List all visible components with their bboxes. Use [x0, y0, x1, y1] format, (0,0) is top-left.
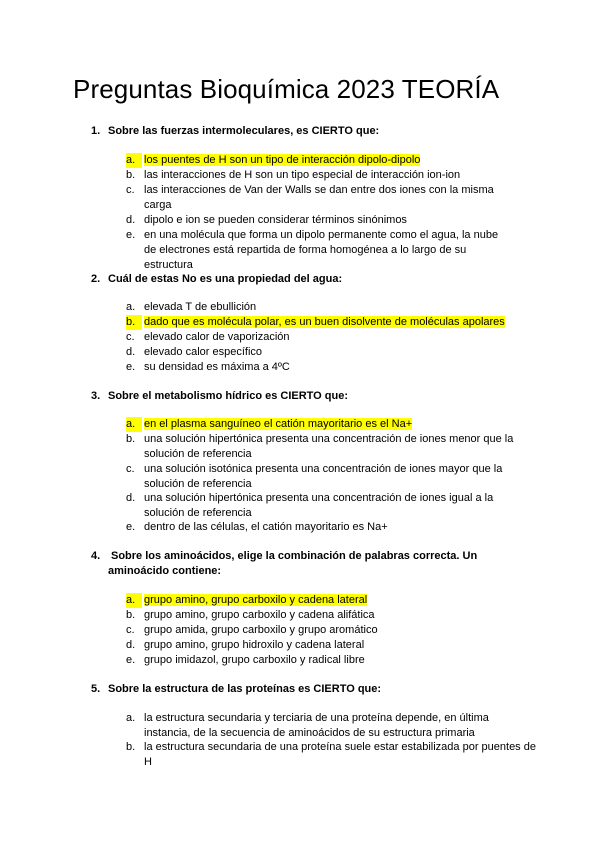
question-4-option-a: [126, 593, 367, 608]
question-2-option-a: [126, 300, 516, 315]
option-letter: a.: [126, 153, 142, 168]
question-5-option-a: [126, 711, 516, 741]
option-letter: c.: [126, 184, 135, 196]
question-5-option-b: [126, 740, 539, 770]
option-text: una solución hipertónica presenta una concentración de iones menor que la solución de referencia: [144, 433, 514, 460]
option-text: grupo amino, grupo carboxilo y cadena alifática: [144, 609, 375, 621]
option-letter: b.: [126, 169, 136, 181]
option-text: elevado calor específico: [144, 346, 263, 358]
question-1-option-d: [126, 213, 516, 228]
option-text: una solución hipertónica presenta una concentración de iones igual a la solución de referencia: [144, 492, 494, 519]
question-3-heading: [91, 389, 511, 404]
question-3-option-a: [126, 417, 412, 432]
option-text: la estructura secundaria de una proteína suele estar estabilizada por puentes de H: [144, 741, 536, 768]
option-letter: d.: [126, 346, 136, 358]
option-text-highlighted: dado que es molécula polar, es un buen disolvente de moléculas apolares: [144, 316, 505, 328]
question-3-option-d: [126, 491, 516, 521]
option-letter: b.: [126, 315, 142, 330]
question-number: 3.: [91, 390, 101, 402]
option-text: elevada T de ebullición: [144, 301, 257, 313]
option-letter: c.: [126, 331, 135, 343]
option-text: la estructura secundaria y terciaria de una proteína depende, en última instancia, de la secuencia de aminoácidos de su estructura primaria: [144, 712, 489, 739]
option-text: en una molécula que forma un dipolo permanente como el agua, la nube de electrones está repartida de forma homogénea a lo largo de su estructura: [144, 229, 499, 271]
option-letter: c.: [126, 624, 135, 636]
question-number: 5.: [91, 683, 101, 695]
question-4-option-d: [126, 638, 516, 653]
option-letter: c.: [126, 463, 135, 475]
option-letter: e.: [126, 229, 136, 241]
question-2-heading: [91, 272, 511, 287]
question-1-option-a: [126, 153, 420, 168]
question-number: 4.: [91, 550, 101, 562]
question-4-option-e: [126, 653, 516, 668]
option-text: grupo imidazol, grupo carboxilo y radical libre: [144, 654, 365, 666]
option-text: las interacciones de H son un tipo especial de interacción ion-ion: [144, 169, 461, 181]
option-text: las interacciones de Van der Walls se dan entre dos iones con la misma carga: [144, 184, 494, 211]
option-letter: a.: [126, 301, 136, 313]
option-letter: a.: [126, 712, 136, 724]
option-text-highlighted: grupo amino, grupo carboxilo y cadena lateral: [144, 594, 368, 606]
option-text: su densidad es máxima a 4ºC: [144, 361, 290, 373]
page-title: Preguntas Bioquímica 2023 TEORÍA: [73, 74, 500, 104]
question-2-option-d: [126, 345, 516, 360]
question-4-option-b: [126, 608, 516, 623]
question-5-heading: [91, 682, 511, 697]
option-letter: e.: [126, 361, 136, 373]
option-letter: a.: [126, 593, 142, 608]
option-letter: d.: [126, 492, 136, 504]
option-letter: b.: [126, 433, 136, 445]
option-text: grupo amino, grupo hidroxilo y cadena lateral: [144, 639, 365, 651]
question-text: Cuál de estas No es una propiedad del agua:: [108, 273, 343, 285]
question-number: 1.: [91, 125, 101, 137]
option-letter: e.: [126, 521, 136, 533]
option-text: una solución isotónica presenta una concentración de iones mayor que la solución de referencia: [144, 463, 503, 490]
question-3-option-b: [126, 432, 524, 462]
question-text: Sobre los aminoácidos, elige la combinación de palabras correcta. Un: [111, 550, 478, 562]
question-text: Sobre las fuerzas intermoleculares, es CIERTO que:: [108, 125, 380, 137]
option-letter: b.: [126, 741, 136, 753]
question-text: Sobre el metabolismo hídrico es CIERTO que:: [108, 390, 349, 402]
question-4-option-c: [126, 623, 516, 638]
option-text: grupo amida, grupo carboxilo y grupo aromático: [144, 624, 378, 636]
question-1-option-b: [126, 168, 516, 183]
question-text-continued: aminoácido contiene:: [108, 565, 222, 577]
question-2-option-c: [126, 330, 516, 345]
question-3-option-e: [126, 520, 516, 535]
option-text: dentro de las células, el catión mayoritario es Na+: [144, 521, 388, 533]
option-text: dipolo e ion se pueden considerar términos sinónimos: [144, 214, 407, 226]
question-2-option-b: [126, 315, 505, 330]
option-text-highlighted: los puentes de H son un tipo de interacción dipolo-dipolo: [144, 154, 421, 166]
option-letter: a.: [126, 417, 142, 432]
question-4-heading: [91, 549, 521, 579]
option-text-highlighted: en el plasma sanguíneo el catión mayoritario es el Na+: [144, 418, 413, 430]
question-1-option-e: [126, 228, 509, 273]
option-letter: d.: [126, 214, 136, 226]
question-1-option-c: [126, 183, 504, 213]
option-letter: d.: [126, 639, 136, 651]
question-text: Sobre la estructura de las proteínas es CIERTO que:: [108, 683, 382, 695]
option-letter: e.: [126, 654, 136, 666]
question-1-heading: [91, 124, 511, 139]
question-3-option-c: [126, 462, 516, 492]
option-text: elevado calor de vaporización: [144, 331, 290, 343]
option-letter: b.: [126, 609, 136, 621]
question-2-option-e: [126, 360, 516, 375]
question-number: 2.: [91, 273, 101, 285]
